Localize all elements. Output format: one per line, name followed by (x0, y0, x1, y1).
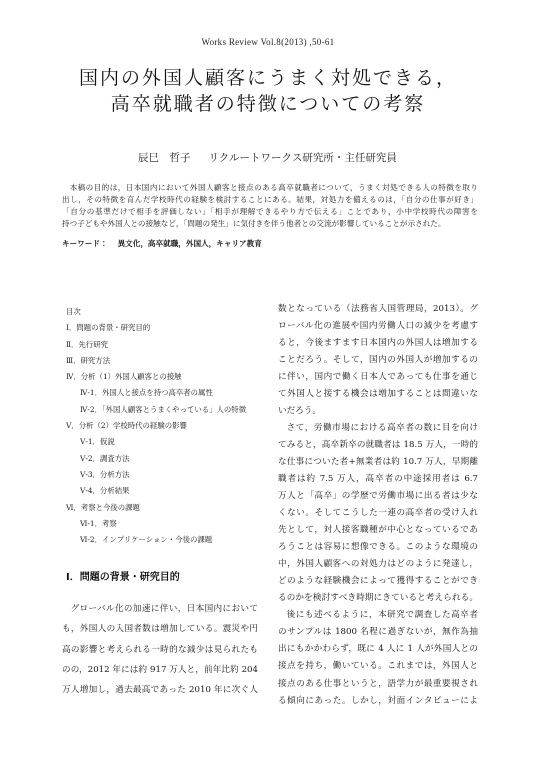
body-line: どのような経験機会によって獲得することができ (278, 576, 478, 587)
toc-item: Ⅴ．分析（2）学校時代の経験の影響 (66, 421, 187, 431)
title-line-1: 国内の外国人顧客にうまく対処できる， (78, 67, 457, 89)
body-line: てみると，高卒新卒の就職者は 18.5 万人，一時的 (278, 439, 478, 450)
body-line: のサンプルは 1800 名程に過ぎないが，無作為抽 (278, 627, 478, 638)
body-line: な仕事についた者+無業者は約 10.7 万人，早期離 (278, 456, 478, 467)
body-line: 職者は約 7.5 万人，高卒者の中途採用者は 6.7 (278, 473, 478, 484)
keywords (62, 238, 478, 250)
body-line: 接点を持ち，働いている。これまでは，外国人と (278, 661, 478, 672)
body-line: る傾向にあった。しかし，対面インタビューによ (278, 695, 478, 706)
body-line: いだろう。 (278, 405, 321, 416)
toc-item: Ⅲ．研究方法 (66, 355, 111, 365)
body-line: グローバル化の加速に伴い，日本国内において (70, 604, 258, 614)
table-of-contents (66, 304, 258, 548)
body-line: て外国人と接する機会は増加することは間違いな (278, 388, 478, 399)
abstract (62, 182, 478, 230)
author-name: 辰巳 哲子 (138, 152, 191, 164)
body-line: ろうことは容易に想像できる。このような環境の (278, 542, 478, 553)
body-line: 後にも述べるように，本研究で調査した高卒者 (286, 610, 478, 621)
toc-subitem: Ⅵ-2．インプリケーション・今後の課題 (80, 535, 213, 545)
body-line: くない。そしてこうした一連の高卒者の受け入れ (278, 508, 478, 519)
keywords-terms: 異文化，高卒就職，外国人，キャリア教育 (117, 239, 262, 248)
body-line: 先として，対人接客職種が中心となっているであ (278, 525, 478, 536)
body-line: 接点のある仕事というと，語学力が最重要視され (278, 678, 478, 689)
toc-subitem: Ⅳ-1．外国人と接点を持つ高卒者の属性 (80, 388, 213, 398)
body-line: 中，外国人顧客への対処力はどのように発達し， (278, 559, 478, 570)
toc-subitem: Ⅴ-3．分析方法 (80, 469, 130, 479)
toc-heading: 目次 (66, 307, 81, 316)
body-line: さて，労働市場における高卒者の数に目を向け (286, 422, 478, 433)
section-heading: Ⅰ．問題の背景・研究目的 (66, 572, 180, 583)
toc-subitem: Ⅴ-4．分析結果 (80, 486, 130, 496)
body-line: 万人増加し，過去最高であった 2010 年に次ぐ人 (62, 685, 258, 695)
body-right-column (278, 301, 478, 710)
body-line: のの，2012 年には約 917 万人と，前年比約 204 (62, 664, 258, 675)
body-line: も，外国人の入国者数は増加している。震災や円 (62, 624, 258, 635)
toc-subitem: Ⅴ-2．調査方法 (80, 453, 130, 463)
abstract-line: 持つ子どもや外国人との接触など，「問題の発生」に気付きを伴う他者との交流が影響していることが示された。 (62, 219, 446, 228)
toc-subitem: Ⅵ-1．考察 (80, 518, 117, 528)
toc-item: Ⅰ．問題の背景・研究目的 (66, 323, 151, 333)
toc-subitem: Ⅳ-2．「外国人顧客とうまくやっている」人の特徴 (80, 404, 247, 414)
body-line: に伴い，国内で働く日本人であっても仕事を通じ (278, 371, 478, 382)
body-line: ると，今後ますます日本国内の外国人は増加する (278, 337, 478, 348)
author-affiliation: リクルートワークス研究所・主任研究員 (208, 152, 397, 164)
body-left-column (62, 599, 258, 700)
body-line: 数となっている（法務省入国管理局，2013）。グ (278, 303, 478, 314)
body-line: 高の影響と考えられる一時的な減少は見られたも (62, 644, 258, 655)
toc-item: Ⅳ．分析（1）外国人顧客との接触 (66, 372, 182, 382)
body-line: るのかを検討すべき時期にきていると考えられる。 (278, 593, 478, 604)
toc-subitem: Ⅴ-1．仮説 (80, 437, 115, 447)
author-line (138, 151, 468, 165)
title-line-2: 高卒就職者の特徴についての考察 (110, 93, 426, 115)
toc-item: Ⅱ．先行研究 (66, 339, 108, 349)
body-line: ローバル化の進展や国内労働人口の減少を考慮す (278, 320, 478, 331)
toc-item: Ⅵ．考察と今後の課題 (66, 502, 140, 512)
abstract-line: 本稿の目的は，日本国内において外国人顧客と接点のある高卒就職者について，うまく対処できる人の特徴を取り (69, 183, 478, 192)
abstract-line: 「自分の基準だけで相手を評価しない」「相手が理解できるやり方で伝える」ことであり，小中学校時代の障害を (62, 207, 478, 216)
body-line: ことだろう。そして，国内の外国人が増加するの (278, 354, 478, 365)
keywords-label: キーワード： (62, 239, 108, 248)
running-head: Works Review Vol.8(2013) ,50-61 (201, 37, 335, 47)
body-line: 万人と「高卒」の学歴で労働市場に出る者は少な (278, 491, 478, 502)
abstract-line: 出し，その特徴を育んだ学校時代の経験を検討することにある。結果，対処力を備えるのは，「自分の仕事が好き」 (62, 195, 478, 204)
body-line: 出にもかかわらず，既に 4 人に 1 人が外国人との (278, 644, 478, 655)
